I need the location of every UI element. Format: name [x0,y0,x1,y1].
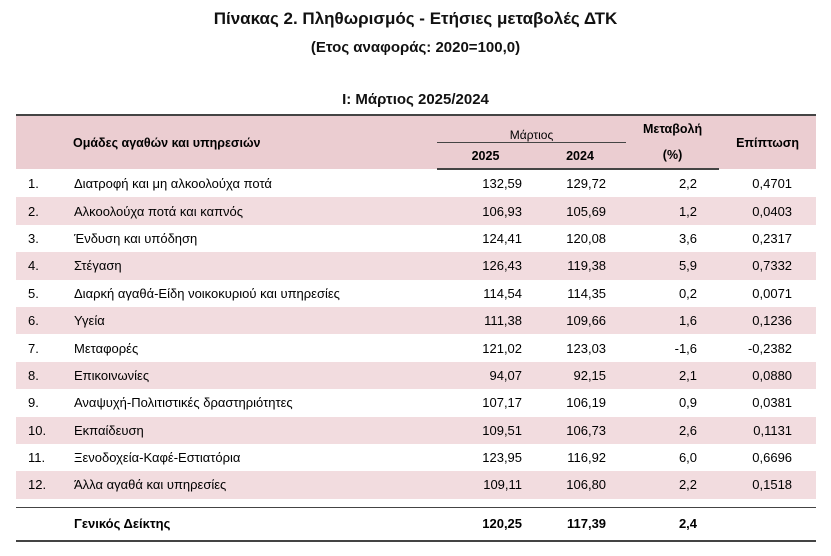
row-value-2024: 123,03 [534,334,626,361]
section-heading: Ι: Μάρτιος 2025/2024 [342,91,489,108]
page-subtitle: (Ετος αναφοράς: 2020=100,0) [310,39,521,56]
row-change: 0,9 [626,389,719,416]
row-impact: 0,4701 [719,169,816,197]
total-impact [719,507,816,541]
row-category: Υγεία [62,307,437,334]
row-change: 6,0 [626,444,719,471]
row-value-2024: 106,80 [534,471,626,498]
table-row [16,417,816,444]
row-change: 3,6 [626,225,719,252]
row-value-2024: 129,72 [534,169,626,197]
total-value-2024: 117,39 [534,507,626,541]
table-row [16,225,816,252]
row-value-2025: 124,41 [437,225,534,252]
row-impact: 0,0880 [719,362,816,389]
table-row [16,252,816,279]
row-number: 7. [16,334,62,361]
total-change: 2,4 [626,507,719,541]
row-value-2024: 109,66 [534,307,626,334]
row-value-2025: 114,54 [437,280,534,307]
table-row [16,197,816,224]
header-groups: Ομάδες αγαθών και υπηρεσιών [16,115,437,169]
row-value-2025: 94,07 [437,362,534,389]
row-impact: 0,0381 [719,389,816,416]
table-row [16,362,816,389]
table-row [16,444,816,471]
row-number: 6. [16,307,62,334]
row-value-2024: 106,73 [534,417,626,444]
row-impact: 0,1236 [719,307,816,334]
row-number: 3. [16,225,62,252]
row-number: 9. [16,389,62,416]
row-value-2025: 123,95 [437,444,534,471]
header-change-unit: (%) [626,143,719,170]
row-category: Διατροφή και μη αλκοολούχα ποτά [62,169,437,197]
row-change: 2,2 [626,471,719,498]
table-row [16,389,816,416]
row-impact: 0,6696 [719,444,816,471]
row-change: 0,2 [626,280,719,307]
row-value-2024: 119,38 [534,252,626,279]
row-change: 1,2 [626,197,719,224]
row-value-2024: 120,08 [534,225,626,252]
row-number: 12. [16,471,62,498]
row-impact: 0,7332 [719,252,816,279]
total-row [16,507,816,541]
row-value-2025: 109,11 [437,471,534,498]
row-impact: 0,2317 [719,225,816,252]
row-value-2025: 121,02 [437,334,534,361]
table-body [16,169,816,541]
total-label: Γενικός Δείκτης [16,507,437,541]
header-impact: Επίπτωση [719,115,816,169]
row-impact: -0,2382 [719,334,816,361]
row-value-2024: 106,19 [534,389,626,416]
row-impact: 0,1518 [719,471,816,498]
row-value-2024: 114,35 [534,280,626,307]
row-category: Στέγαση [62,252,437,279]
row-change: -1,6 [626,334,719,361]
table-row [16,169,816,197]
table-header [16,115,816,169]
row-number: 10. [16,417,62,444]
row-number: 8. [16,362,62,389]
row-change: 5,9 [626,252,719,279]
row-category: Επικοινωνίες [62,362,437,389]
row-value-2025: 126,43 [437,252,534,279]
spacer-row [16,499,816,508]
row-value-2024: 92,15 [534,362,626,389]
cpi-table [16,114,816,542]
row-category: Διαρκή αγαθά-Είδη νοικοκυριού και υπηρεσίες [62,280,437,307]
table-row [16,307,816,334]
row-impact: 0,1131 [719,417,816,444]
table-row [16,280,816,307]
page-title: Πίνακας 2. Πληθωρισμός - Ετήσιες μεταβολές ΔΤΚ [213,9,618,28]
header-year-2024: 2024 [534,143,626,170]
table-row [16,471,816,498]
row-number: 2. [16,197,62,224]
row-category: Αναψυχή-Πολιτιστικές δραστηριότητες [62,389,437,416]
row-impact: 0,0403 [719,197,816,224]
row-category: Άλλα αγαθά και υπηρεσίες [62,471,437,498]
row-number: 5. [16,280,62,307]
total-value-2025: 120,25 [437,507,534,541]
row-value-2024: 116,92 [534,444,626,471]
row-impact: 0,0071 [719,280,816,307]
row-number: 11. [16,444,62,471]
row-change: 1,6 [626,307,719,334]
header-year-2025: 2025 [437,143,534,170]
header-change: Μεταβολή [626,115,719,143]
header-month: Μάρτιος [437,115,626,143]
row-number: 1. [16,169,62,197]
row-change: 2,1 [626,362,719,389]
row-number: 4. [16,252,62,279]
row-value-2025: 111,38 [437,307,534,334]
row-value-2025: 107,17 [437,389,534,416]
row-value-2025: 109,51 [437,417,534,444]
row-category: Μεταφορές [62,334,437,361]
row-value-2025: 106,93 [437,197,534,224]
row-category: Ένδυση και υπόδηση [62,225,437,252]
row-value-2024: 105,69 [534,197,626,224]
row-category: Εκπαίδευση [62,417,437,444]
row-change: 2,6 [626,417,719,444]
row-category: Ξενοδοχεία-Καφέ-Εστιατόρια [62,444,437,471]
row-change: 2,2 [626,169,719,197]
row-value-2025: 132,59 [437,169,534,197]
table-row [16,334,816,361]
row-category: Αλκοολούχα ποτά και καπνός [62,197,437,224]
